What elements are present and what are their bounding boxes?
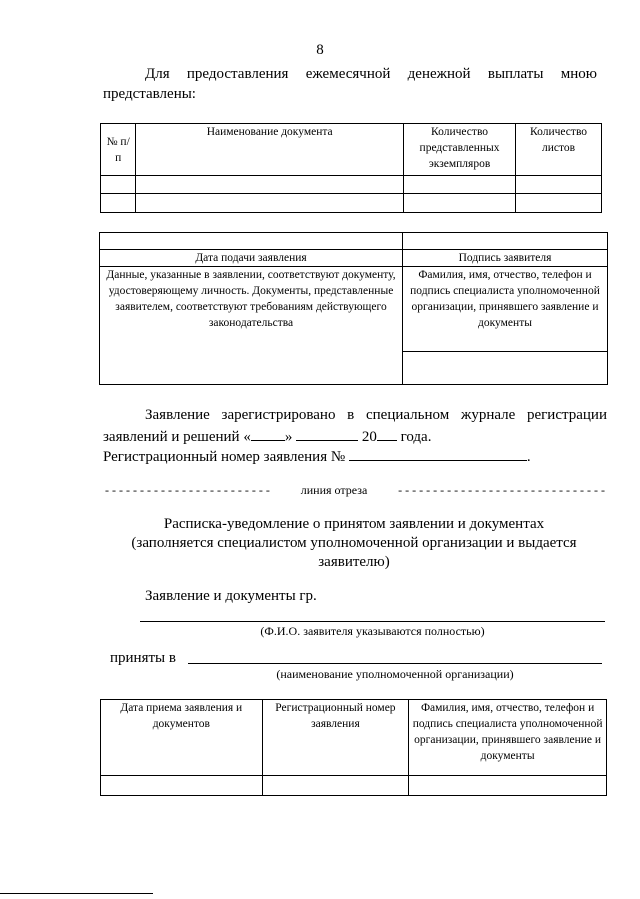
specialist-cell xyxy=(403,267,608,385)
table-cell[interactable] xyxy=(101,194,136,213)
date-field[interactable] xyxy=(100,233,403,250)
table-row xyxy=(101,194,602,213)
month-field[interactable] xyxy=(296,426,358,441)
applicant-label: Заявление и документы гр. xyxy=(145,588,317,604)
column-header-receipt-date: Дата приема заявления и документов xyxy=(101,700,263,776)
organization-field[interactable] xyxy=(188,663,602,664)
table-header-row xyxy=(101,124,602,176)
column-header-sheets: Количество листов xyxy=(516,124,602,176)
table-cell[interactable] xyxy=(516,176,602,194)
specialist-signature-field[interactable] xyxy=(403,352,607,384)
signature-field[interactable] xyxy=(403,233,608,250)
table-row xyxy=(100,233,608,250)
intro-line-1 xyxy=(145,64,597,84)
applicant-name-field[interactable] xyxy=(140,621,605,622)
column-header-document-name: Наименование документа xyxy=(136,124,404,176)
registration-line-1 xyxy=(145,405,607,425)
receipt-table xyxy=(100,699,607,796)
receipt-title: Расписка-уведомление о принятом заявлении и документах xyxy=(163,516,545,532)
registration-word: в xyxy=(347,407,355,423)
page-number: 8 xyxy=(316,42,324,58)
registration-word: зарегистрировано xyxy=(221,407,336,423)
accepted-label: приняты в xyxy=(110,650,176,666)
table-cell[interactable] xyxy=(101,776,263,796)
footnote-separator xyxy=(0,893,153,894)
year-field[interactable] xyxy=(377,426,397,441)
table-header-row xyxy=(101,700,607,776)
cut-line-dashes: - - - - - - - - - - - - - - - - - - - - - - - - xyxy=(105,483,270,497)
intro-word: Для xyxy=(145,66,170,82)
registration-line-3: Регистрационный номер заявления № . xyxy=(103,446,531,467)
column-header-specialist: Фамилия, имя, отчество, телефон и подпись специалиста уполномоченной организации, принявшего заявление и документы xyxy=(409,700,607,776)
specialist-caption: Фамилия, имя, отчество, телефон и подпись специалиста уполномоченной организации, принявшего заявление и документы xyxy=(403,267,607,352)
receipt-subtitle-continued: заявителю) xyxy=(318,554,390,570)
cut-line-label: линия отреза xyxy=(300,483,368,497)
table-cell[interactable] xyxy=(136,194,404,213)
table-cell[interactable] xyxy=(101,176,136,194)
intro-word: выплаты xyxy=(487,66,544,82)
table-row xyxy=(100,267,608,385)
cut-line-dashes: - - - - - - - - - - - - - - - - - - - - - - - - - - - - - - xyxy=(398,483,605,497)
applicant-caption: (Ф.И.О. заявителя указываются полностью) xyxy=(260,624,485,638)
cut-line xyxy=(105,483,605,498)
registration-word: специальном xyxy=(365,407,450,423)
receipt-subtitle: (заполняется специалистом уполномоченной организации и выдается xyxy=(131,535,577,551)
table-cell[interactable] xyxy=(404,194,516,213)
table-header-row xyxy=(100,250,608,267)
verification-text: Данные, указанные в заявлении, соответствуют документу, удостоверяющему личность. Документы, представленные заявителем, соответствуют требованиям действующего законодательства xyxy=(100,267,403,385)
signature-header: Подпись заявителя xyxy=(403,250,608,267)
organization-caption: (наименование уполномоченной организации) xyxy=(276,667,514,681)
intro-word: мною xyxy=(560,66,597,82)
table-cell[interactable] xyxy=(404,176,516,194)
registration-word: журнале xyxy=(460,407,516,423)
registration-number-field[interactable] xyxy=(349,446,527,461)
table-cell[interactable] xyxy=(409,776,607,796)
intro-line-2: представлены: xyxy=(103,86,196,102)
column-header-number: № п/п xyxy=(101,124,136,176)
intro-word: предоставления xyxy=(186,66,289,82)
day-field[interactable] xyxy=(251,426,285,441)
signature-table xyxy=(99,232,608,385)
registration-word: Заявление xyxy=(145,407,210,423)
intro-word: денежной xyxy=(407,66,471,82)
documents-table xyxy=(100,123,602,213)
date-header: Дата подачи заявления xyxy=(100,250,403,267)
table-cell[interactable] xyxy=(262,776,409,796)
table-row xyxy=(101,776,607,796)
table-cell[interactable] xyxy=(516,194,602,213)
table-cell[interactable] xyxy=(136,176,404,194)
registration-word: регистрации xyxy=(527,407,607,423)
column-header-registration-number: Регистрационный номер заявления xyxy=(262,700,409,776)
intro-word: ежемесячной xyxy=(305,66,391,82)
column-header-copies: Количество представленных экземпляров xyxy=(404,124,516,176)
table-row xyxy=(101,176,602,194)
registration-line-2: заявлений и решений « » 20 года. xyxy=(103,426,431,447)
